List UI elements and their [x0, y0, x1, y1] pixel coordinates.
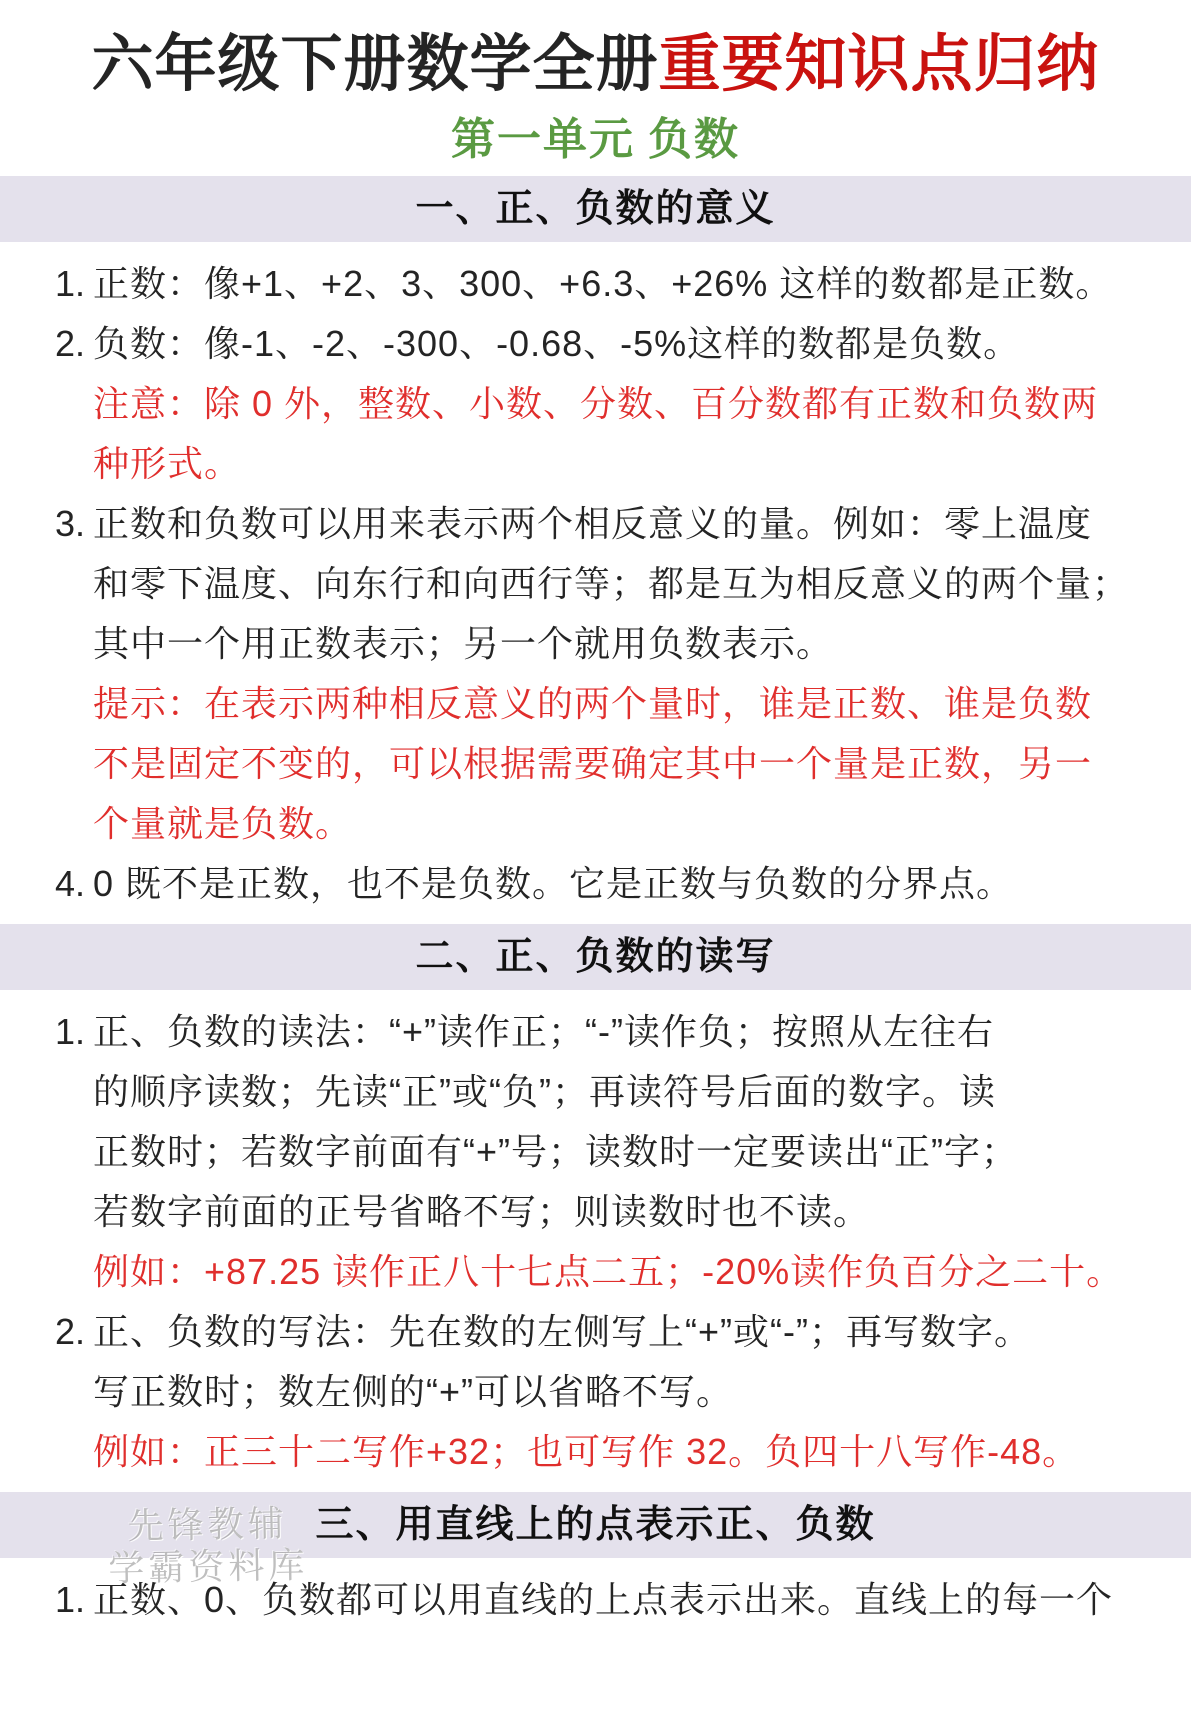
section-lines	[0, 1002, 1191, 1482]
line-text: 正数时；若数字前面有“+”号；读数时一定要读出“正”字；	[93, 1131, 1018, 1172]
section-heading-band	[0, 176, 1191, 242]
line-text: 其中一个用正数表示；另一个就用负数表示。	[93, 623, 834, 664]
line-text: 例如：+87.25 读作正八十七点二五；-20%读作负百分之二十。	[93, 1251, 1124, 1292]
section-heading-band	[0, 924, 1191, 990]
knowledge-line	[55, 1002, 1147, 1062]
knowledge-line	[55, 614, 1147, 674]
list-number: 3.	[55, 503, 86, 544]
section	[0, 924, 1191, 1482]
watermark-line: 先锋教辅	[127, 1503, 288, 1547]
knowledge-line	[55, 494, 1147, 554]
knowledge-line	[55, 1242, 1147, 1302]
line-text: 正数、0、负数都可以用直线的上点表示出来。直线上的每一个	[93, 1579, 1114, 1620]
line-text: 的顺序读数；先读“正”或“负”；再读符号后面的数字。读	[93, 1071, 996, 1112]
sections-container	[0, 176, 1191, 1630]
knowledge-line	[55, 434, 1147, 494]
line-text: 0 既不是正数，也不是负数。它是正数与负数的分界点。	[93, 863, 1014, 904]
line-text: 正数和负数可以用来表示两个相反意义的量。例如：零上温度	[93, 503, 1093, 544]
knowledge-line	[55, 254, 1147, 314]
section-heading: 三、用直线上的点表示正、负数	[315, 1504, 876, 1546]
line-text: 写正数时；数左侧的“+”可以省略不写。	[93, 1371, 734, 1412]
watermark-line: 学霸资料库	[108, 1545, 309, 1589]
line-text: 注意：除 0 外，整数、小数、分数、百分数都有正数和负数两	[93, 383, 1099, 424]
line-text: 若数字前面的正号省略不写；则读数时也不读。	[93, 1191, 871, 1232]
line-text: 例如：正三十二写作+32；也可写作 32。负四十八写作-48。	[93, 1431, 1080, 1472]
knowledge-line	[55, 854, 1147, 914]
knowledge-line	[55, 794, 1147, 854]
line-text: 负数：像-1、-2、-300、-0.68、-5%这样的数都是负数。	[93, 323, 1021, 364]
unit-subtitle: 第一单元 负数	[451, 115, 740, 164]
line-text: 和零下温度、向东行和向西行等；都是互为相反意义的两个量；	[93, 563, 1130, 604]
knowledge-line	[55, 734, 1147, 794]
knowledge-line	[55, 314, 1147, 374]
list-number: 2.	[55, 323, 86, 364]
list-number: 1.	[55, 1579, 86, 1620]
knowledge-line	[55, 1422, 1147, 1482]
knowledge-line	[55, 374, 1147, 434]
knowledge-line	[55, 1362, 1147, 1422]
list-number: 4.	[55, 863, 86, 904]
page-title	[0, 30, 1191, 100]
line-text: 提示：在表示两种相反意义的两个量时，谁是正数、谁是负数	[93, 683, 1093, 724]
line-text: 正、负数的读法：“+”读作正；“-”读作负；按照从左往右	[93, 1011, 994, 1052]
knowledge-line	[55, 674, 1147, 734]
line-text: 种形式。	[93, 443, 242, 484]
page	[0, 30, 1191, 1714]
line-text: 正数：像+1、+2、3、300、+6.3、+26% 这样的数都是正数。	[93, 263, 1113, 304]
line-text: 个量就是负数。	[93, 803, 353, 844]
line-text: 正、负数的写法：先在数的左侧写上“+”或“-”；再写数字。	[93, 1311, 1031, 1352]
page-title-black: 六年级下册数学全册	[91, 31, 659, 99]
list-number: 1.	[55, 1011, 86, 1052]
knowledge-line	[55, 1122, 1147, 1182]
list-number: 2.	[55, 1311, 86, 1352]
knowledge-line	[55, 1182, 1147, 1242]
section	[0, 176, 1191, 914]
watermark	[107, 1502, 308, 1589]
knowledge-line	[55, 554, 1147, 614]
line-text: 不是固定不变的，可以根据需要确定其中一个量是正数，另一	[93, 743, 1093, 784]
section-heading: 二、正、负数的读写	[415, 936, 776, 978]
section-lines	[0, 254, 1191, 914]
knowledge-line	[55, 1062, 1147, 1122]
page-title-red: 重要知识点归纳	[658, 31, 1100, 99]
section-heading: 一、正、负数的意义	[415, 188, 776, 230]
list-number: 1.	[55, 263, 86, 304]
knowledge-line	[55, 1302, 1147, 1362]
